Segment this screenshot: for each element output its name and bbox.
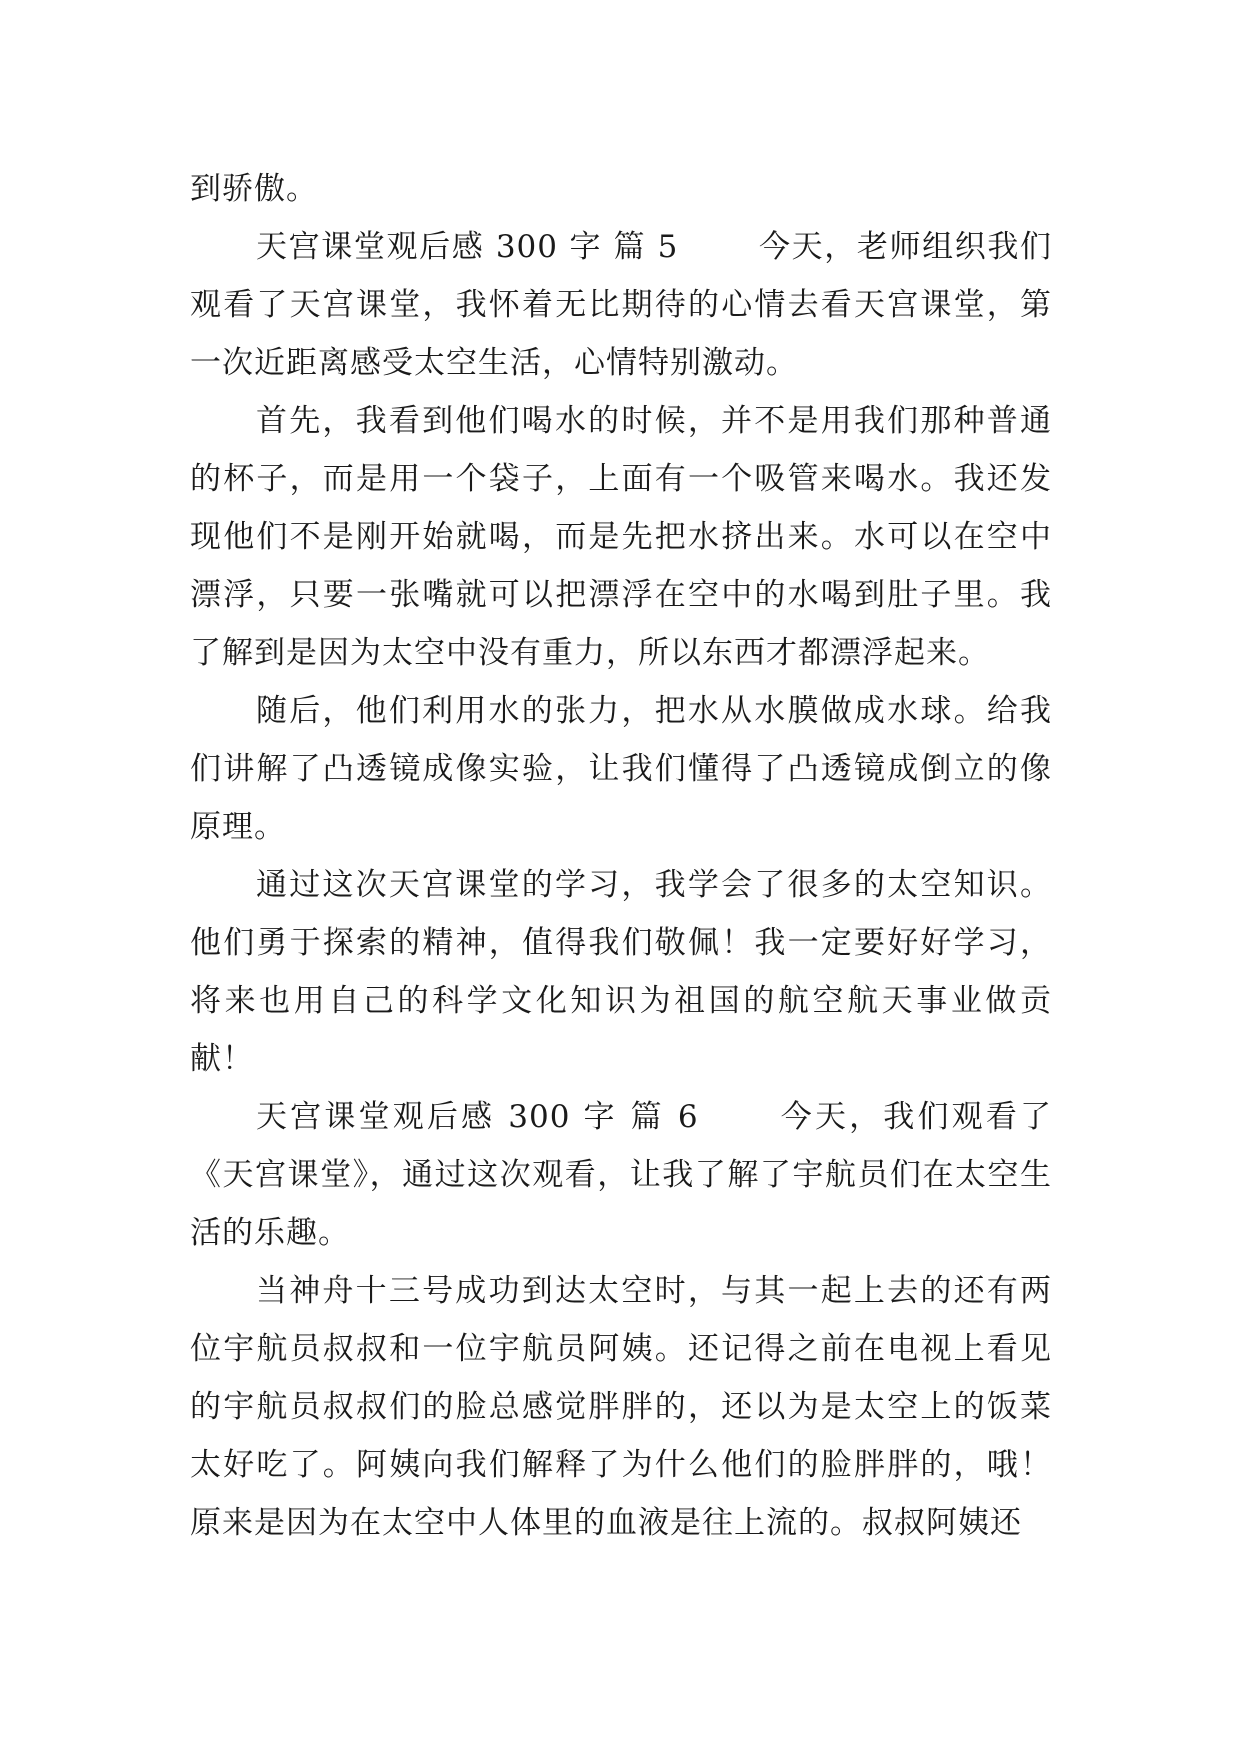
- paragraph-water-ball: [190, 682, 1052, 856]
- paragraph-text: 首先，我看到他们喝水的时候，并不是用我们那种普通的杯子，而是用一个袋子，上面有一个吸管来喝水。我还发现他们不是刚开始就喝，而是先把水挤出来。水可以在空中漂浮，只要一张嘴就可以把漂浮在空中的水喝到肚子里。我了解到是因为太空中没有重力，所以东西才都漂浮起来。: [190, 403, 1052, 671]
- document-body: [190, 160, 1052, 1552]
- paragraph-text: 随后，他们利用水的张力，把水从水膜做成水球。给我们讲解了凸透镜成像实验，让我们懂得了凸透镜成倒立的像原理。: [190, 693, 1052, 845]
- paragraph-essay-6-intro: [190, 1088, 1052, 1262]
- paragraph-continuation: [190, 160, 1052, 218]
- paragraph-text: 今天，我们观看了《天宫课堂》，通过这次观看，让我了解了宇航员们在太空生活的乐趣。: [190, 1099, 1052, 1251]
- paragraph-text: 通过这次天宫课堂的学习，我学会了很多的太空知识。他们勇于探索的精神，值得我们敬佩！我一定要好好学习，将来也用自己的科学文化知识为祖国的航空航天事业做贡献！: [190, 867, 1052, 1077]
- paragraph-text: 今天，老师组织我们观看了天宫课堂，我怀着无比期待的心情去看天宫课堂，第一次近距离感受太空生活，心情特别激动。: [190, 229, 1053, 381]
- paragraph-text: 到骄傲。: [190, 171, 318, 207]
- essay-heading: 天宫课堂观后感 300 字 篇 6: [256, 1099, 699, 1135]
- paragraph-drinking-water: [190, 392, 1052, 682]
- paragraph-conclusion: [190, 856, 1052, 1088]
- paragraph-shenzhou: [190, 1262, 1052, 1552]
- paragraph-text: 当神舟十三号成功到达太空时，与其一起上去的还有两位宇航员叔叔和一位宇航员阿姨。还记得之前在电视上看见的宇航员叔叔们的脸总感觉胖胖的，还以为是太空上的饭菜太好吃了。阿姨向我们解释了为什么他们的脸胖胖的，哦！原来是因为在太空中人体里的血液是往上流的。叔叔阿姨还: [190, 1273, 1052, 1541]
- essay-heading: 天宫课堂观后感 300 字 篇 5: [256, 229, 679, 265]
- paragraph-essay-5-intro: [190, 218, 1052, 392]
